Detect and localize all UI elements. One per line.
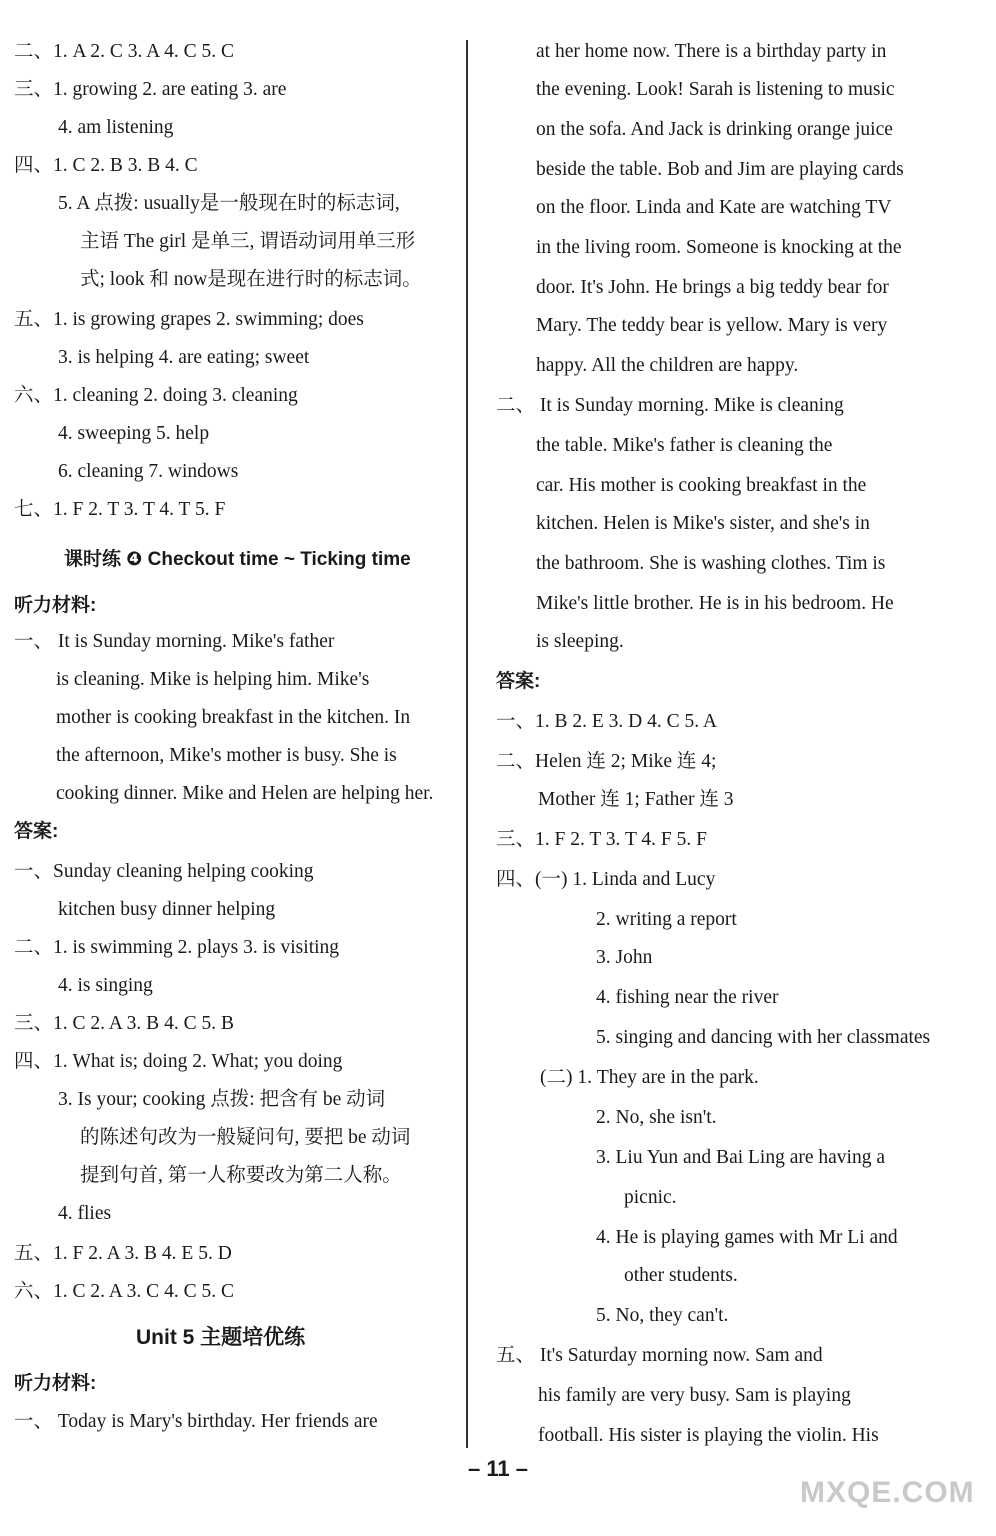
answer-line: 一、1. B 2. E 3. D 4. C 5. A <box>496 711 718 732</box>
answer-line: Unit 5 主题培优练 <box>136 1326 306 1349</box>
page-number: – 11 – <box>468 1456 528 1481</box>
watermark-logo: MXQE.COM <box>800 1476 975 1509</box>
answer-line: 主语 The girl 是单三, 谓语动词用单三形 <box>80 231 416 252</box>
answer-line: 七、1. F 2. T 3. T 4. T 5. F <box>14 499 226 520</box>
answer-line: 三、1. F 2. T 3. T 4. F 5. F <box>496 829 707 850</box>
answer-line: 三、1. C 2. A 3. B 4. C 5. B <box>14 1013 234 1034</box>
answer-line: the evening. Look! Sarah is listening to music <box>536 79 895 100</box>
answer-line: 五、 It's Saturday morning now. Sam and <box>496 1345 823 1366</box>
answer-line: is sleeping. <box>536 631 624 652</box>
answer-line: kitchen. Helen is Mike's sister, and she's in <box>536 513 870 534</box>
answer-line: on the floor. Linda and Kate are watching TV <box>536 197 892 218</box>
answer-line: 二、 It is Sunday morning. Mike is cleaning <box>496 395 844 416</box>
answer-line: 二、1. is swimming 2. plays 3. is visiting <box>14 937 340 958</box>
answer-line: his family are very busy. Sam is playing <box>538 1385 851 1406</box>
answer-line: 2. writing a report <box>596 909 737 930</box>
answer-line: Mike's little brother. He is in his bedroom. He <box>536 593 894 614</box>
answer-line: 式; look 和 now是现在进行时的标志词。 <box>80 269 422 290</box>
answer-line: 五、1. is growing grapes 2. swimming; does <box>14 309 364 330</box>
answer-line: 5. No, they can't. <box>596 1305 729 1326</box>
answer-line: 一、 It is Sunday morning. Mike's father <box>14 631 335 652</box>
answer-line: kitchen busy dinner helping <box>58 899 276 920</box>
answer-line: 4. sweeping 5. help <box>58 423 210 444</box>
answer-line: on the sofa. And Jack is drinking orange juice <box>536 119 893 140</box>
answer-line: 三、1. growing 2. are eating 3. are <box>14 79 287 100</box>
answer-line: 一、 Today is Mary's birthday. Her friends are <box>14 1411 378 1432</box>
answer-line: in the living room. Someone is knocking at the <box>536 237 902 258</box>
answer-line: 3. Is your; cooking 点拨: 把含有 be 动词 <box>58 1089 386 1110</box>
answer-line: 3. John <box>596 947 653 968</box>
answer-line: beside the table. Bob and Jim are playing cards <box>536 159 904 180</box>
answer-line: 答案: <box>14 821 59 842</box>
answer-line: the afternoon, Mike's mother is busy. She is <box>56 745 397 766</box>
answer-line: 的陈述句改为一般疑问句, 要把 be 动词 <box>80 1127 411 1148</box>
answer-line: car. His mother is cooking breakfast in the <box>536 475 867 496</box>
answer-line: door. It's John. He brings a big teddy bear for <box>536 277 889 298</box>
column-divider <box>466 40 468 1448</box>
answer-line: 二、1. A 2. C 3. A 4. C 5. C <box>14 41 234 62</box>
answer-line: is cleaning. Mike is helping him. Mike's <box>56 669 370 690</box>
answer-line: football. His sister is playing the violin. His <box>538 1425 879 1446</box>
answer-line: the bathroom. She is washing clothes. Tim is <box>536 553 886 574</box>
answer-line: 听力材料: <box>14 1373 97 1394</box>
answer-line: 二、Helen 连 2; Mike 连 4; <box>496 751 717 772</box>
answer-line: 四、1. What is; doing 2. What; you doing <box>14 1051 343 1072</box>
answer-line: 4. He is playing games with Mr Li and <box>596 1227 898 1248</box>
answer-line: 4. is singing <box>58 975 153 996</box>
answer-line: 一、Sunday cleaning helping cooking <box>14 861 314 882</box>
answer-line: Mother 连 1; Father 连 3 <box>538 789 734 810</box>
answer-line: 4. fishing near the river <box>596 987 779 1008</box>
answer-line: 3. Liu Yun and Bai Ling are having a <box>596 1147 885 1168</box>
answer-line: happy. All the children are happy. <box>536 355 799 376</box>
answer-line: 六、1. cleaning 2. doing 3. cleaning <box>14 385 298 406</box>
answer-line: cooking dinner. Mike and Helen are helping her. <box>56 783 434 804</box>
answer-line: 5. singing and dancing with her classmates <box>596 1027 931 1048</box>
answer-line: 2. No, she isn't. <box>596 1107 717 1128</box>
answer-line: 听力材料: <box>14 595 97 616</box>
answer-line: 4. flies <box>58 1203 112 1224</box>
answer-line: 3. is helping 4. are eating; sweet <box>58 347 310 368</box>
answer-line: 提到句首, 第一人称要改为第二人称。 <box>80 1165 402 1186</box>
answer-line: mother is cooking breakfast in the kitchen. In <box>56 707 411 728</box>
answer-line: the table. Mike's father is cleaning the <box>536 435 833 456</box>
answer-line: 5. A 点拨: usually是一般现在时的标志词, <box>58 193 400 214</box>
answer-line: 6. cleaning 7. windows <box>58 461 239 482</box>
answer-line: 六、1. C 2. A 3. C 4. C 5. C <box>14 1281 234 1302</box>
answer-line: picnic. <box>624 1187 677 1208</box>
answer-line: 五、1. F 2. A 3. B 4. E 5. D <box>14 1243 232 1264</box>
answer-line: other students. <box>624 1265 738 1286</box>
answer-line: 四、(一) 1. Linda and Lucy <box>496 869 716 890</box>
answer-line: 答案: <box>496 671 541 692</box>
answer-line: (二) 1. They are in the park. <box>540 1067 759 1088</box>
answer-line: at her home now. There is a birthday party in <box>536 41 887 62</box>
answer-line: 4. am listening <box>58 117 174 138</box>
answer-line: 课时练 ❹ Checkout time ~ Ticking time <box>64 549 411 570</box>
answer-line: 四、1. C 2. B 3. B 4. C <box>14 155 198 176</box>
answer-line: Mary. The teddy bear is yellow. Mary is very <box>536 315 888 336</box>
